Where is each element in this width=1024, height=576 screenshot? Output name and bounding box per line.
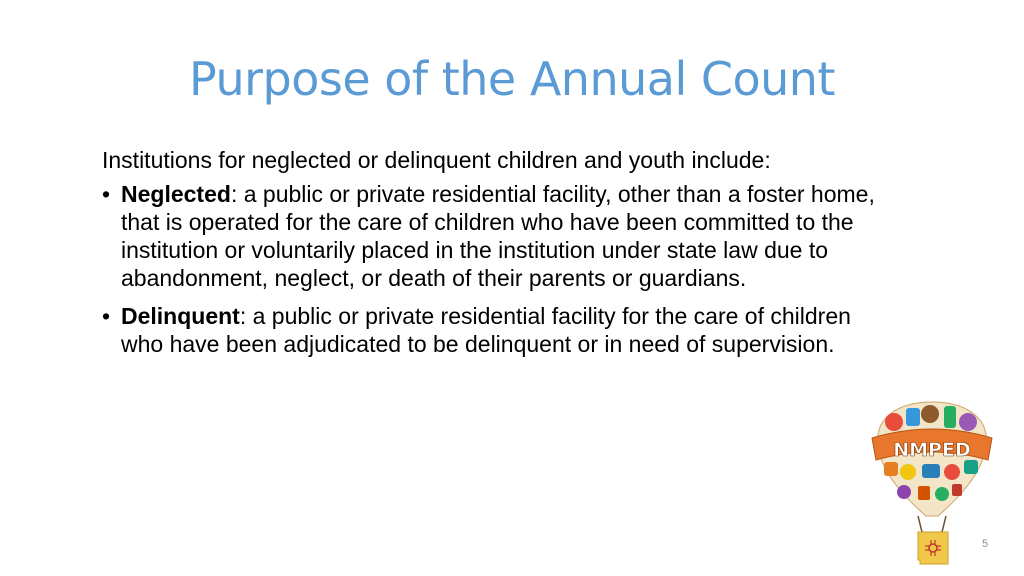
bullet-list [102,180,892,358]
bullet-marker: • [102,181,111,207]
bullet-neglected [102,180,892,292]
page-number: 5 [982,538,989,550]
bullet-delinquent [102,302,892,358]
intro-text: Institutions for neglected or delinquent children and youth include: [102,147,771,173]
slide-title: Purpose of the Annual Count [189,52,835,106]
slide-body [102,146,892,368]
bullet-marker: • [102,303,111,329]
term-delinquent: Delinquent [121,303,240,329]
term-neglected: Neglected [121,181,231,207]
logo-text: NMPED [893,439,971,461]
definition-delinquent: : a public or private residential facility for the care of children who have been adjudicated to be delinquent or in need of supervision. [121,303,851,357]
definition-neglected: : a public or private residential facility, other than a foster home, that is operated for the care of children who have been committed to the institution or voluntarily placed in the institution under state law due to abandonment, neglect, or death of their parents or guardians. [121,181,875,291]
nmped-balloon-logo-icon [868,398,996,568]
nmped-logo-graphic [868,398,996,568]
